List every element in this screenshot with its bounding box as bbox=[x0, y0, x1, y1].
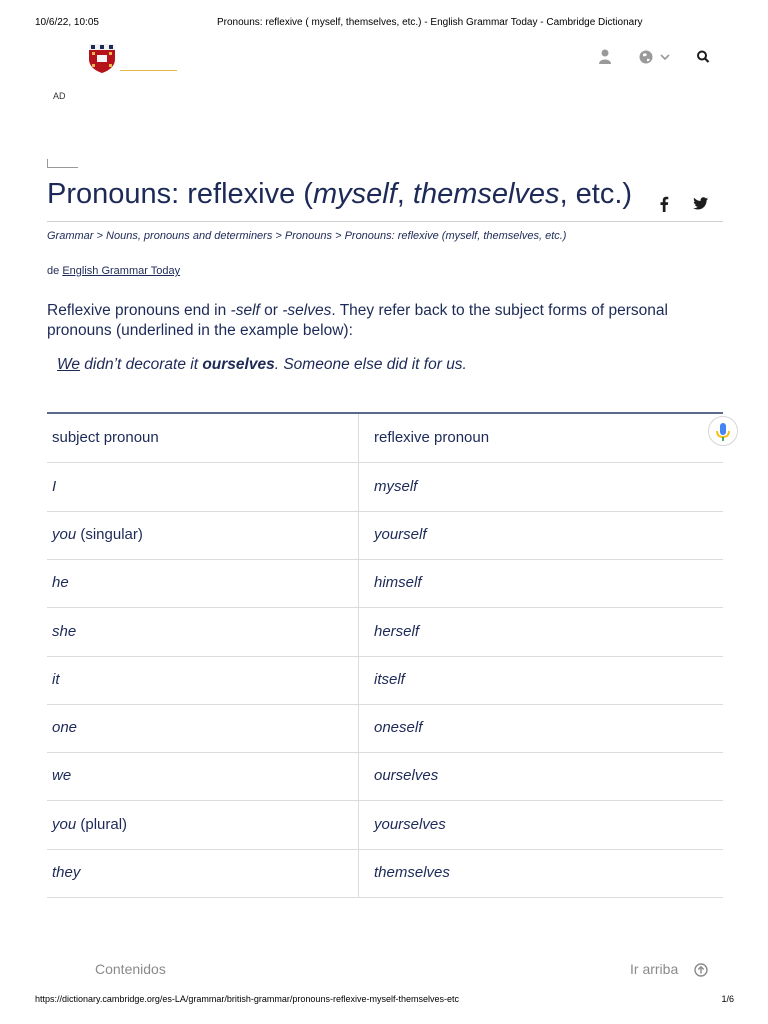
title-part: , etc.) bbox=[559, 178, 633, 210]
reflexive-cell: myself bbox=[374, 478, 418, 495]
logo-underline bbox=[120, 70, 177, 71]
table-row bbox=[47, 559, 723, 608]
print-page-number: 1/6 bbox=[721, 994, 734, 1004]
reflexive-cell: themselves bbox=[374, 864, 450, 881]
subject-cell bbox=[52, 559, 69, 607]
subject-pronoun: they bbox=[52, 864, 81, 881]
subject-note: (plural) bbox=[76, 816, 128, 833]
facebook-icon[interactable] bbox=[659, 196, 669, 212]
table-row bbox=[47, 752, 723, 801]
intro-self: -self bbox=[230, 302, 260, 319]
subject-cell bbox=[52, 704, 77, 752]
source-link[interactable]: English Grammar Today bbox=[62, 265, 181, 277]
reflexive-cell: ourselves bbox=[374, 767, 439, 784]
breadcrumb-item-nouns[interactable]: Nouns, pronouns and determiners bbox=[106, 230, 273, 242]
print-doc-title: Pronouns: reflexive ( myself, themselves, etc.) - English Grammar Today - Cambridge Dictionary bbox=[217, 17, 643, 28]
ad-label: AD bbox=[53, 91, 66, 101]
cambridge-crest-logo[interactable] bbox=[88, 43, 116, 73]
reflexive-cell: oneself bbox=[374, 719, 423, 736]
subject-cell bbox=[52, 752, 71, 800]
breadcrumb-separator: > bbox=[275, 230, 282, 242]
intro-paragraph bbox=[47, 301, 707, 341]
subject-cell bbox=[52, 608, 76, 656]
table-header-row bbox=[47, 414, 723, 463]
user-icon[interactable] bbox=[598, 48, 612, 66]
chevron-down-icon[interactable] bbox=[659, 48, 671, 66]
example-subject: We bbox=[57, 356, 80, 373]
title-em-myself: myself bbox=[312, 178, 397, 210]
breadcrumb bbox=[47, 230, 566, 242]
print-url: https://dictionary.cambridge.org/es-LA/grammar/british-grammar/pronouns-reflexive-myself-themselves-etc bbox=[35, 994, 459, 1004]
example-text: . Someone else did it for us. bbox=[274, 356, 467, 373]
image-placeholder bbox=[47, 159, 78, 168]
example-reflexive: ourselves bbox=[202, 356, 275, 373]
table-header-subject: subject pronoun bbox=[52, 429, 159, 446]
intro-text: Reflexive pronouns end in bbox=[47, 302, 231, 319]
intro-text: or bbox=[259, 302, 283, 319]
arrow-up-circle-icon[interactable] bbox=[694, 963, 708, 977]
reflexive-cell: itself bbox=[374, 671, 405, 688]
subject-cell bbox=[52, 511, 143, 559]
back-to-top-link[interactable]: Ir arriba bbox=[630, 961, 679, 977]
source-line bbox=[47, 265, 180, 277]
subject-pronoun: he bbox=[52, 574, 69, 591]
table-header-reflexive: reflexive pronoun bbox=[374, 429, 490, 446]
contents-link[interactable]: Contenidos bbox=[95, 961, 166, 977]
reflexive-cell: herself bbox=[374, 623, 420, 640]
source-prefix: de bbox=[47, 265, 60, 277]
title-part: Pronouns: reflexive ( bbox=[47, 178, 313, 210]
subject-cell bbox=[52, 801, 127, 849]
table-row bbox=[47, 656, 723, 705]
example-sentence bbox=[57, 356, 467, 374]
subject-cell bbox=[52, 656, 60, 704]
subject-note: (singular) bbox=[76, 526, 143, 543]
table-row bbox=[47, 801, 723, 850]
microphone-icon bbox=[709, 417, 737, 445]
subject-cell bbox=[52, 463, 56, 511]
print-header bbox=[0, 17, 768, 31]
search-icon[interactable] bbox=[696, 48, 710, 66]
globe-icon[interactable] bbox=[638, 48, 654, 66]
reflexive-cell: himself bbox=[374, 574, 422, 591]
title-em-themselves: themselves bbox=[412, 178, 560, 210]
subject-pronoun: you bbox=[52, 816, 77, 833]
breadcrumb-item-pronouns[interactable]: Pronouns bbox=[284, 230, 332, 242]
subject-pronoun: I bbox=[52, 478, 57, 495]
bottom-nav bbox=[0, 961, 768, 979]
example-text: didn’t decorate it bbox=[79, 356, 203, 373]
twitter-icon[interactable] bbox=[693, 197, 708, 210]
breadcrumb-item-current[interactable]: Pronouns: reflexive (myself, themselves, etc.) bbox=[344, 230, 567, 242]
intro-selves: -selves bbox=[282, 302, 332, 319]
voice-search-button[interactable] bbox=[708, 416, 738, 446]
table-row bbox=[47, 463, 723, 512]
table-row bbox=[47, 511, 723, 560]
table-row bbox=[47, 849, 723, 898]
divider bbox=[47, 221, 723, 222]
breadcrumb-item-grammar[interactable]: Grammar bbox=[47, 230, 94, 242]
page-title bbox=[47, 178, 632, 211]
subject-pronoun: she bbox=[52, 623, 77, 640]
breadcrumb-separator: > bbox=[335, 230, 342, 242]
intro-text: . They refer back to the subject forms of personal pronouns (underlined in the example below): bbox=[47, 302, 668, 339]
table-row bbox=[47, 704, 723, 753]
breadcrumb-separator: > bbox=[96, 230, 103, 242]
print-datetime: 10/6/22, 10:05 bbox=[35, 17, 99, 28]
table-row bbox=[47, 608, 723, 657]
reflexive-cell: yourself bbox=[374, 526, 427, 543]
title-part: , bbox=[396, 178, 413, 210]
subject-pronoun: it bbox=[52, 671, 60, 688]
subject-pronoun: one bbox=[52, 719, 78, 736]
reflexive-cell: yourselves bbox=[374, 816, 446, 833]
subject-pronoun: we bbox=[52, 767, 72, 784]
subject-pronoun: you bbox=[52, 526, 77, 543]
subject-cell bbox=[52, 849, 80, 897]
